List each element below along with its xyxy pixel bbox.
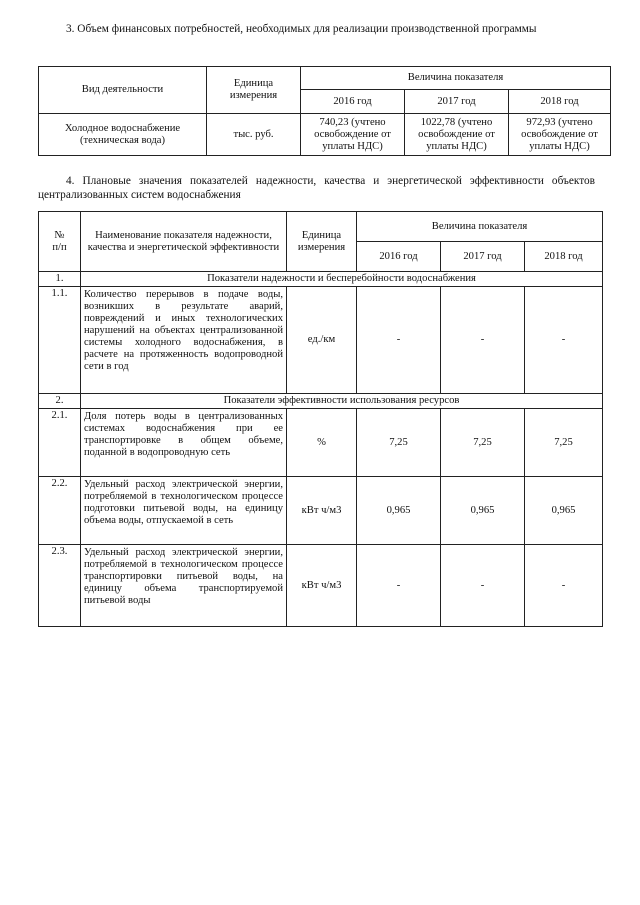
group-title: Показатели эффективности использования ресурсов: [81, 394, 603, 409]
unit-cell: кВт ч/м3: [287, 477, 357, 545]
value-cell: 740,23 (учтено освобождение от уплаты НДС): [301, 114, 405, 156]
financial-needs-table: [38, 66, 611, 156]
group-num: 1.: [39, 272, 81, 287]
row-num: 2.2.: [39, 477, 81, 545]
col-activity-header: Вид деятельности: [39, 67, 207, 114]
value-cell: -: [441, 545, 525, 627]
value-cell: 7,25: [441, 409, 525, 477]
value-cell: 0,965: [441, 477, 525, 545]
value-cell: 0,965: [357, 477, 441, 545]
row-num: 1.1.: [39, 287, 81, 394]
col-name-header: Наименование показателя надежности, качества и энергетической эффективности: [81, 212, 287, 272]
year-header: 2018 год: [509, 90, 611, 114]
indicator-name: Доля потерь воды в централизованных системах водоснабжения при ее транспортировке в общем объеме, поданной в водопроводную сеть: [81, 409, 287, 477]
row-num: 2.3.: [39, 545, 81, 627]
col-value-header: Величина показателя: [301, 67, 611, 90]
unit-cell: ед./км: [287, 287, 357, 394]
year-header: 2018 год: [525, 242, 603, 272]
row-num: 2.1.: [39, 409, 81, 477]
value-cell: -: [357, 545, 441, 627]
col-num-header: № п/п: [39, 212, 81, 272]
year-header: 2017 год: [441, 242, 525, 272]
value-cell: 972,93 (учтено освобождение от уплаты НДС): [509, 114, 611, 156]
year-header: 2016 год: [301, 90, 405, 114]
unit-cell: %: [287, 409, 357, 477]
activity-cell: Холодное водоснабжение (техническая вода): [39, 114, 207, 156]
value-cell: 1022,78 (учтено освобождение от уплаты НДС): [405, 114, 509, 156]
indicator-name: Количество перерывов в подаче воды, возникших в результате аварий, повреждений и иных технологических нарушений на объектах централизованной системы холодного водоснабжения, в расчете на протяженность водопроводной сети в год: [81, 287, 287, 394]
value-cell: 7,25: [525, 409, 603, 477]
unit-cell: тыс. руб.: [207, 114, 301, 156]
indicator-name: Удельный расход электрической энергии, потребляемой в технологическом процессе транспортировки питьевой воды, на единицу объема транспортируемой питьевой воды: [81, 545, 287, 627]
col-unit-header: Единица измерения: [207, 67, 301, 114]
indicators-table: [38, 211, 603, 627]
section-4-heading: 4. Плановые значения показателей надежности, качества и энергетической эффективности объектов централизованных систем водоснабжения: [38, 175, 595, 201]
col-unit-header: Единица измерения: [287, 212, 357, 272]
unit-cell: кВт ч/м3: [287, 545, 357, 627]
year-header: 2017 год: [405, 90, 509, 114]
group-title: Показатели надежности и бесперебойности водоснабжения: [81, 272, 603, 287]
value-cell: -: [357, 287, 441, 394]
group-num: 2.: [39, 394, 81, 409]
value-cell: -: [441, 287, 525, 394]
section-3-heading: 3. Объем финансовых потребностей, необходимых для реализации производственной программы: [66, 23, 537, 35]
value-cell: 0,965: [525, 477, 603, 545]
value-cell: -: [525, 287, 603, 394]
col-value-header: Величина показателя: [357, 212, 603, 242]
value-cell: 7,25: [357, 409, 441, 477]
year-header: 2016 год: [357, 242, 441, 272]
value-cell: -: [525, 545, 603, 627]
indicator-name: Удельный расход электрической энергии, потребляемой в технологическом процессе подготовки питьевой воды, на единицу объема воды, отпускаемой в сеть: [81, 477, 287, 545]
